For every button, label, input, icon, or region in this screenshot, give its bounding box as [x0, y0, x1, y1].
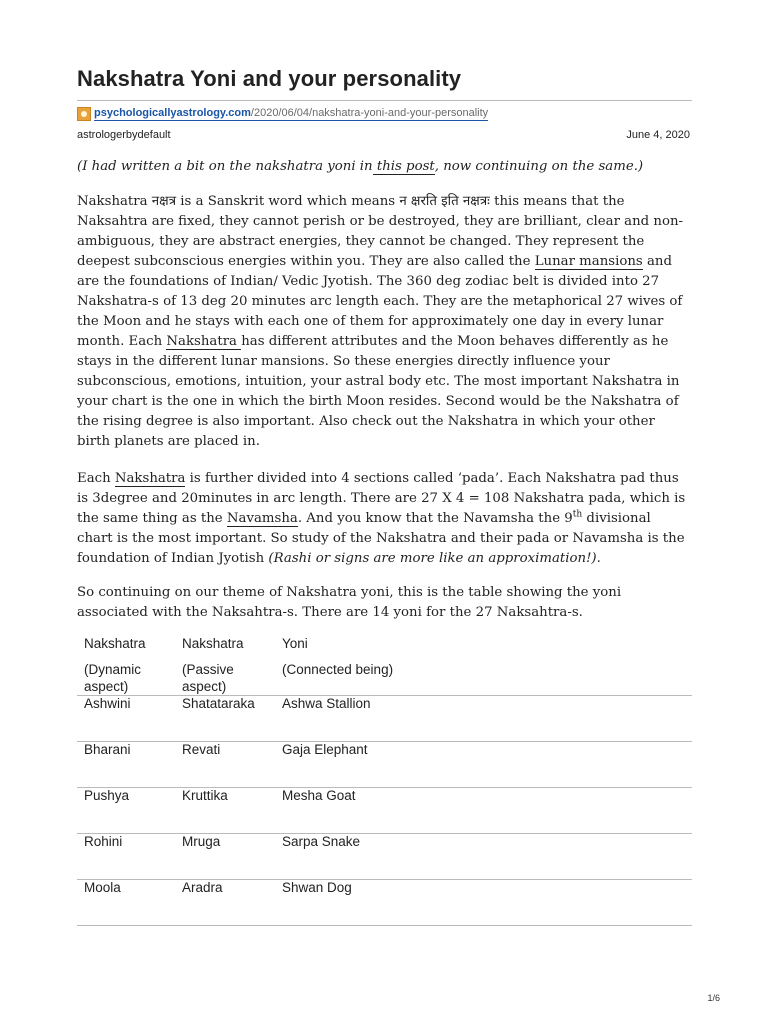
- paragraph-3: So continuing on our theme of Nakshatra yoni, this is the table showing the yoni associated with the Naksahtra-s. There are 14 yoni for the 27 Naksahtra-s.: [77, 585, 622, 620]
- p1-text-a: Nakshatra नक्षत्र is a Sanskrit word which means न क्षरति इति नक्षत्रः this means that the Naksahtra are fixed, they cannot perish or be destroyed, they are brilliant, clear and non-ambiguous, they are abstract energies, they cannot be changed. They represent the deepest subconscious energies within you. They are also called the: [77, 194, 684, 269]
- p2-superscript: th: [572, 509, 583, 520]
- yoni-cell: Ashwa Stallion: [275, 696, 692, 742]
- header-cell-passive: [175, 636, 275, 696]
- passive-nakshatra-cell: Aradra: [175, 880, 275, 926]
- table-row: [77, 880, 692, 926]
- yoni-table: [77, 636, 692, 926]
- source-path: /2020/06/04/nakshatra-yoni-and-your-personality: [250, 107, 489, 119]
- intro-text-b: , now continuing on the same.): [434, 159, 644, 174]
- header-title: Yoni: [282, 636, 308, 651]
- page-number: 1/6: [707, 993, 720, 1003]
- author-name: astrologerbydefault: [77, 129, 171, 141]
- header-subtitle: (Connected being): [282, 662, 394, 677]
- p2-text-d: divisional chart is the most important. So study of the Nakshatra and their pada or Navamsha is the foundation of Indian Jyotish: [77, 511, 685, 566]
- header-subtitle: (Passive aspect): [182, 662, 234, 694]
- site-favicon-icon: [77, 107, 91, 121]
- p2-text-c: . And you know that the Navamsha the 9: [297, 511, 573, 526]
- intro-note: [77, 157, 697, 177]
- yoni-cell: Gaja Elephant: [275, 742, 692, 788]
- lunar-mansions-link[interactable]: Lunar mansions: [534, 254, 643, 269]
- passive-nakshatra-cell: Shatataraka: [175, 696, 275, 742]
- dynamic-nakshatra-cell: Ashwini: [77, 696, 175, 742]
- table-row: [77, 742, 692, 788]
- nakshatra-link-2[interactable]: Nakshatra: [114, 471, 186, 486]
- passive-nakshatra-cell: Revati: [175, 742, 275, 788]
- p1-text-c: has different attributes and the Moon behaves differently as he stays in the different lunar mansions. So these energies directly influence your subconscious, emotions, intuition, your astral body etc. The most important Nakshatra in your chart is the one in which the birth Moon resides. Second would be the Nakshatra of the rising degree is also important. Also check out the Nakshatra in which your other birth planets are placed in.: [77, 334, 680, 449]
- dynamic-nakshatra-cell: Bharani: [77, 742, 175, 788]
- source-url-row: [77, 106, 488, 122]
- table-row: [77, 696, 692, 742]
- publish-date: June 4, 2020: [626, 129, 690, 141]
- yoni-cell: Mesha Goat: [275, 788, 692, 834]
- yoni-cell: Shwan Dog: [275, 880, 692, 926]
- intro-text-a: (I had written a bit on the nakshatra yoni in: [77, 159, 373, 174]
- table-row: [77, 834, 692, 880]
- navamsha-link[interactable]: Navamsha: [226, 511, 298, 526]
- header-title: Nakshatra: [84, 636, 146, 651]
- p1-text-b: and are the foundations of Indian/ Vedic Jyotish. The 360 deg zodiac belt is divided into 27 Nakshatra-s of 13 deg 20 minutes arc length each. They are the metaphorical 27 wives of the Moon and he stays with each one of them for approximately one day in every lunar month. Each: [77, 254, 683, 349]
- passive-nakshatra-cell: Kruttika: [175, 788, 275, 834]
- dynamic-nakshatra-cell: Pushya: [77, 788, 175, 834]
- passive-nakshatra-cell: Mruga: [175, 834, 275, 880]
- p2-text-a: Each: [77, 471, 115, 486]
- dynamic-nakshatra-cell: Rohini: [77, 834, 175, 880]
- header-subtitle: (Dynamic aspect): [84, 662, 142, 694]
- nakshatra-link-1[interactable]: Nakshatra: [166, 334, 242, 349]
- p2-italic-note: (Rashi or signs are more like an approximation!).: [268, 551, 601, 566]
- yoni-cell: Sarpa Snake: [275, 834, 692, 880]
- header-cell-yoni: [275, 636, 692, 696]
- paragraph-1: [77, 192, 689, 452]
- page-title: Nakshatra Yoni and your personality: [77, 66, 462, 91]
- source-url-link[interactable]: [94, 107, 488, 121]
- p2-text-b: is further divided into 4 sections called ‘pada’. Each Nakshatra pad thus is 3degree and 20minutes in arc length. There are 27 X 4 = 108 Nakshatra pada, which is the same thing as the: [77, 471, 686, 526]
- header-cell-dynamic: [77, 636, 175, 696]
- table-row: [77, 788, 692, 834]
- paragraph-2: [77, 469, 689, 569]
- this-post-link[interactable]: this post: [372, 159, 435, 174]
- source-domain: psychologicallyastrology.com: [94, 107, 251, 119]
- dynamic-nakshatra-cell: Moola: [77, 880, 175, 926]
- table-header-row: [77, 636, 692, 696]
- header-title: Nakshatra: [182, 636, 244, 651]
- title-divider: [77, 100, 692, 101]
